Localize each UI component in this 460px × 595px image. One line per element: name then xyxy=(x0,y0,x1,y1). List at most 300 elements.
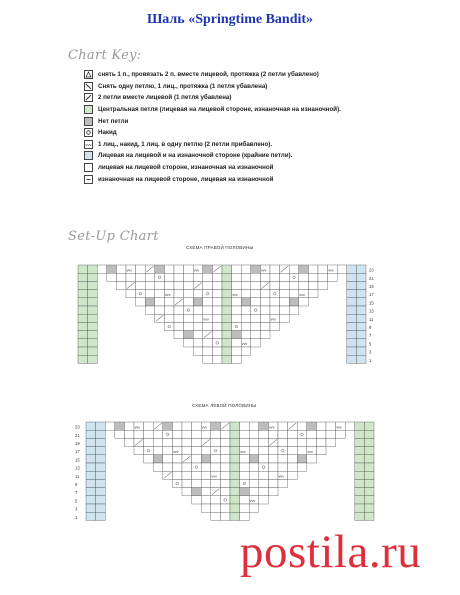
chart-cell xyxy=(184,322,194,330)
chart-cell xyxy=(251,298,261,306)
k1-yo-k1-mark: vvv xyxy=(165,293,171,297)
chart-cell xyxy=(364,471,374,479)
chart-cell xyxy=(88,306,98,314)
chart-cell xyxy=(172,430,182,438)
chart-cell xyxy=(184,298,194,306)
chart-cell xyxy=(299,265,309,273)
chart-cell xyxy=(144,430,154,438)
chart-cell xyxy=(251,322,261,330)
chart-cell xyxy=(297,438,307,446)
chart-cell xyxy=(124,430,134,438)
chart-cell xyxy=(289,273,299,281)
key-item-text: Центральная петля (лицевая на лицевой стороне, изнаночная на изнаночной). xyxy=(98,106,341,114)
row-number: 9 xyxy=(75,482,78,487)
chart-cell xyxy=(153,430,163,438)
chart-cell xyxy=(232,314,242,322)
chart-cell xyxy=(184,339,194,347)
chart-cell xyxy=(259,455,269,463)
chart-cell xyxy=(241,265,251,273)
chart-cell xyxy=(184,273,194,281)
chart-cell xyxy=(105,422,115,430)
k1-yo-k1-mark: vvv xyxy=(232,293,238,297)
chart-cell xyxy=(278,430,288,438)
key-item-text: лицевая на лицевой стороне, изнаночная на изнаночной xyxy=(98,164,274,172)
chart-cell xyxy=(174,331,184,339)
chart-cell xyxy=(107,265,117,273)
chart-cell xyxy=(193,322,203,330)
chart-cell xyxy=(174,306,184,314)
row-number: 11 xyxy=(369,316,374,322)
chart-cell xyxy=(270,273,280,281)
chart-cell xyxy=(336,430,346,438)
chart-cell xyxy=(260,298,270,306)
chart-cell xyxy=(144,447,154,455)
chart-cell xyxy=(86,512,96,520)
chart-cell xyxy=(201,430,211,438)
chart-cell xyxy=(347,314,357,322)
chart-cell xyxy=(144,422,154,430)
chart-cell xyxy=(356,298,366,306)
chart-cell xyxy=(220,447,230,455)
chart-cell xyxy=(88,339,98,347)
chart-cell xyxy=(163,447,173,455)
chart-cell xyxy=(212,322,222,330)
chart-cell xyxy=(347,355,357,363)
chart-cell xyxy=(212,306,222,314)
chart-cell xyxy=(184,331,194,339)
chart-cell xyxy=(164,281,174,289)
chart-cell xyxy=(260,290,270,298)
chart-cell xyxy=(88,281,98,289)
chart-cell xyxy=(268,471,278,479)
chart-cell xyxy=(203,339,213,347)
chart-cell xyxy=(299,281,309,289)
chart-cell xyxy=(212,347,222,355)
chart-cell xyxy=(163,438,173,446)
chart-cell xyxy=(222,347,232,355)
chart-cell xyxy=(174,314,184,322)
chart-cell xyxy=(136,273,146,281)
chart-cell xyxy=(96,455,106,463)
chart-cell xyxy=(241,314,251,322)
chart-cell xyxy=(347,298,357,306)
chart-cell xyxy=(182,430,192,438)
chart-cell xyxy=(307,422,317,430)
chart-cell xyxy=(164,314,174,322)
chart-cell xyxy=(153,463,163,471)
chart-cell xyxy=(222,290,232,298)
chart-cell xyxy=(78,290,88,298)
chart-cell xyxy=(193,314,203,322)
chart-cell xyxy=(203,273,213,281)
chart-cell xyxy=(251,290,261,298)
chart-cell xyxy=(116,265,126,273)
chart-cell xyxy=(124,422,134,430)
chart-cell xyxy=(96,430,106,438)
chart-cell xyxy=(240,504,250,512)
chart-cell xyxy=(96,496,106,504)
chart-cell xyxy=(193,273,203,281)
chart-cell xyxy=(155,306,165,314)
chart-cell xyxy=(201,504,211,512)
chart-cell xyxy=(78,273,88,281)
chart-cell xyxy=(88,273,98,281)
chart-cell xyxy=(278,455,288,463)
row-number: 17 xyxy=(75,449,80,455)
row-number: 5 xyxy=(369,341,372,347)
chart-cell xyxy=(347,306,357,314)
chart-cell xyxy=(347,347,357,355)
chart-cell xyxy=(259,430,269,438)
chart-cell xyxy=(356,331,366,339)
chart-cell xyxy=(88,347,98,355)
chart-cell xyxy=(268,463,278,471)
chart-cell xyxy=(203,355,213,363)
chart-cell xyxy=(193,290,203,298)
chart-cell xyxy=(356,347,366,355)
key-item-text: снять 1 п., провязать 2 п. вместе лицевой, протяжка (2 петли убавлено) xyxy=(98,71,319,79)
chart-cell xyxy=(316,422,326,430)
chart-cell xyxy=(232,265,242,273)
chart-cell xyxy=(278,447,288,455)
chart-cell xyxy=(232,355,242,363)
chart-cell xyxy=(211,496,221,504)
chart-cell xyxy=(212,290,222,298)
chart-cell xyxy=(107,273,117,281)
postila-watermark: postila.ru xyxy=(240,526,422,578)
chart-cell xyxy=(182,479,192,487)
chart-cell xyxy=(364,488,374,496)
page-title: Шаль «Springtime Bandit» xyxy=(146,12,314,27)
chart-cell xyxy=(145,273,155,281)
k1-yo-k1-mark: vvv xyxy=(240,450,246,454)
chart-cell xyxy=(289,281,299,289)
chart-cell xyxy=(347,339,357,347)
chart-cell xyxy=(203,290,213,298)
chart-cell xyxy=(192,422,202,430)
chart-cell xyxy=(78,339,88,347)
chart-cell xyxy=(230,488,240,496)
chart-cell xyxy=(326,438,336,446)
chart-cell xyxy=(364,479,374,487)
chart-cell xyxy=(222,331,232,339)
k1-yo-k1-mark: vvv xyxy=(278,474,284,479)
row-number: 1 xyxy=(75,514,78,520)
chart-cell xyxy=(192,447,202,455)
chart-cell xyxy=(164,265,174,273)
key-item-text: 1 лиц., накид, 1 лиц. в одну петлю (2 петли прибавлено). xyxy=(98,140,273,148)
k1-yo-k1-mark: vvv xyxy=(126,268,132,273)
chart-cell xyxy=(347,331,357,339)
chart-cell xyxy=(153,447,163,455)
chart-cell xyxy=(153,438,163,446)
chart-cell xyxy=(201,455,211,463)
row-number: 13 xyxy=(75,465,80,471)
chart-cell xyxy=(86,496,96,504)
chart-cell xyxy=(193,306,203,314)
chart-cell xyxy=(259,438,269,446)
row-number: 13 xyxy=(369,308,374,314)
chart-cell xyxy=(364,496,374,504)
chart-cell xyxy=(318,273,328,281)
chart-cell xyxy=(86,430,96,438)
chart-cell xyxy=(328,273,338,281)
chart-cell xyxy=(212,339,222,347)
k1-yo-k1-icon: vvv xyxy=(85,141,92,147)
chart-cell xyxy=(347,322,357,330)
chart-cell xyxy=(364,438,374,446)
chart-cell xyxy=(211,463,221,471)
chart-cell xyxy=(144,455,154,463)
chart-cell xyxy=(164,322,174,330)
chart-cell xyxy=(222,306,232,314)
chart-cell xyxy=(270,306,280,314)
chart-cell xyxy=(86,447,96,455)
chart-cell xyxy=(251,314,261,322)
chart-cell xyxy=(278,479,288,487)
chart-cell xyxy=(78,322,88,330)
chart-cell xyxy=(86,488,96,496)
chart-cell xyxy=(289,265,299,273)
chart-cell xyxy=(96,504,106,512)
chart-cell xyxy=(297,422,307,430)
chart-cell xyxy=(222,339,232,347)
chart-cell xyxy=(201,471,211,479)
chart-cell xyxy=(326,422,336,430)
chart-cell xyxy=(240,455,250,463)
chart-cell xyxy=(145,281,155,289)
chart-cell xyxy=(259,479,269,487)
chart-cell xyxy=(355,488,365,496)
chart-cell xyxy=(307,438,317,446)
chart-cell xyxy=(201,447,211,455)
chart-cell xyxy=(260,273,270,281)
chart-cell xyxy=(232,322,242,330)
key-item-text: Лицевая на лицевой и на изнаночной стороне (крайние петли). xyxy=(98,152,293,160)
chart-cell xyxy=(230,504,240,512)
chart-cell xyxy=(297,447,307,455)
chart-cell xyxy=(203,281,213,289)
chart-cell xyxy=(78,306,88,314)
chart-cell xyxy=(192,471,202,479)
chart-cell xyxy=(241,331,251,339)
chart-cell xyxy=(288,447,298,455)
chart-cell xyxy=(126,290,136,298)
k1-yo-k1-mark: vvv xyxy=(241,342,248,347)
chart-cell xyxy=(184,290,194,298)
row-number: 21 xyxy=(75,432,80,438)
chart-cell xyxy=(222,322,232,330)
chart-cell xyxy=(182,471,192,479)
chart-cell xyxy=(249,504,259,512)
chart-cell xyxy=(268,455,278,463)
chart-cell xyxy=(347,265,357,273)
chart-cell xyxy=(174,273,184,281)
chart-cell xyxy=(184,265,194,273)
chart-cell xyxy=(240,512,250,520)
chart-cell xyxy=(308,290,318,298)
chart-cell xyxy=(356,314,366,322)
row-number: 9 xyxy=(369,325,372,330)
chart-cell xyxy=(280,273,290,281)
chart-cell xyxy=(163,430,173,438)
chart-cell xyxy=(249,463,259,471)
chart-cell xyxy=(172,471,182,479)
chart-cell xyxy=(241,273,251,281)
chart-cell xyxy=(222,273,232,281)
chart-cell xyxy=(136,281,146,289)
chart-cell xyxy=(297,463,307,471)
chart-cell xyxy=(220,471,230,479)
chart-cell xyxy=(241,290,251,298)
chart-cell xyxy=(136,290,146,298)
chart-cell xyxy=(182,447,192,455)
chart-cell xyxy=(232,306,242,314)
chart-cell xyxy=(192,479,202,487)
key-item-text: изнаночная на лицевой стороне, лицевая на изнаночной xyxy=(98,175,274,183)
chart-cell xyxy=(364,447,374,455)
chart-cell xyxy=(220,455,230,463)
chart-cell xyxy=(192,463,202,471)
chart-cell xyxy=(241,322,251,330)
chart-cell xyxy=(230,455,240,463)
chart-cell xyxy=(145,290,155,298)
chart-cell xyxy=(182,488,192,496)
chart-cell xyxy=(184,281,194,289)
k1-yo-k1-mark: vvv xyxy=(249,499,256,504)
chart-cell xyxy=(164,306,174,314)
chart-cell xyxy=(240,422,250,430)
chart-cell xyxy=(232,339,242,347)
k1-yo-k1-mark: vvv xyxy=(269,425,275,430)
chart-cell xyxy=(364,463,374,471)
k1-yo-k1-mark: vvv xyxy=(336,425,342,430)
chart-cell xyxy=(174,265,184,273)
chart-cell xyxy=(251,281,261,289)
chart-cell xyxy=(249,479,259,487)
chart-cell xyxy=(316,447,326,455)
chart-cell xyxy=(86,504,96,512)
chart-cell xyxy=(230,496,240,504)
row-number: 17 xyxy=(369,292,374,298)
chart-cell xyxy=(96,422,106,430)
chart-cell xyxy=(201,496,211,504)
k1-yo-k1-mark: vvv xyxy=(211,474,217,479)
chart-cell xyxy=(259,496,269,504)
chart-cell xyxy=(241,281,251,289)
chart-cell xyxy=(96,463,106,471)
chart-cell xyxy=(78,355,88,363)
k1-yo-k1-mark: vvv xyxy=(328,268,334,273)
chart-cell xyxy=(220,512,230,520)
chart-cell xyxy=(78,281,88,289)
chart-cell xyxy=(268,479,278,487)
chart-cell xyxy=(259,422,269,430)
chart-cell xyxy=(155,290,165,298)
chart-cell xyxy=(230,512,240,520)
chart-cell xyxy=(260,306,270,314)
chart-cell xyxy=(201,479,211,487)
chart-cell xyxy=(240,496,250,504)
chart-cell xyxy=(88,322,98,330)
chart-cell xyxy=(193,339,203,347)
chart-cell xyxy=(124,438,134,446)
chart-cell xyxy=(203,265,213,273)
chart-cell xyxy=(222,281,232,289)
chart-cell xyxy=(86,455,96,463)
chart-cell xyxy=(163,463,173,471)
chart-cell xyxy=(172,422,182,430)
chart-cell xyxy=(249,438,259,446)
chart-cell xyxy=(249,488,259,496)
chart-cell xyxy=(337,265,347,273)
chart-cell xyxy=(240,488,250,496)
row-number: 1 xyxy=(369,357,372,363)
key-item-text: Снять одну петлю, 1 лиц., протяжка (1 петля убавлена) xyxy=(98,82,268,90)
chart-cell xyxy=(297,430,307,438)
chart-cell xyxy=(230,479,240,487)
chart-cell xyxy=(364,512,374,520)
chart-cell xyxy=(201,463,211,471)
chart-cell xyxy=(251,306,261,314)
chart-cell xyxy=(232,273,242,281)
k1-yo-k1-mark: vvv xyxy=(299,293,305,297)
chart-cell xyxy=(96,471,106,479)
chart-cell xyxy=(116,281,126,289)
chart-cell xyxy=(230,438,240,446)
chart-cell xyxy=(232,347,242,355)
chart-cell xyxy=(96,512,106,520)
k1-yo-k1-mark: vvv xyxy=(270,317,276,322)
chart-cell xyxy=(259,463,269,471)
chart-cell xyxy=(355,496,365,504)
chart-cell xyxy=(116,273,126,281)
chart-cell xyxy=(288,463,298,471)
chart-cell xyxy=(289,306,299,314)
chart-cell xyxy=(182,463,192,471)
chart-cell xyxy=(240,479,250,487)
chart-cell xyxy=(212,355,222,363)
chart-cell xyxy=(88,298,98,306)
chart-cell xyxy=(356,322,366,330)
chart-cell xyxy=(345,422,355,430)
chart-cell xyxy=(299,298,309,306)
chart-cell xyxy=(193,298,203,306)
chart-cell xyxy=(78,314,88,322)
chart-cell xyxy=(230,463,240,471)
chart-cell xyxy=(355,455,365,463)
chart-cell xyxy=(174,322,184,330)
chart-cell xyxy=(260,314,270,322)
key-item-text: Нет петли xyxy=(98,117,129,125)
chart-cell xyxy=(355,422,365,430)
row-number: 11 xyxy=(75,473,80,479)
chart-cell xyxy=(318,281,328,289)
chart-cell xyxy=(88,331,98,339)
chart-cell xyxy=(86,422,96,430)
chart-cell xyxy=(356,339,366,347)
chart-cell xyxy=(88,355,98,363)
chart-cell xyxy=(356,306,366,314)
chart-cell xyxy=(163,422,173,430)
chart-cell xyxy=(230,422,240,430)
chart-cell xyxy=(174,290,184,298)
chart-cell xyxy=(259,447,269,455)
chart-cell xyxy=(278,422,288,430)
chart-cell xyxy=(249,430,259,438)
chart-cell xyxy=(278,463,288,471)
chart-cell xyxy=(356,281,366,289)
